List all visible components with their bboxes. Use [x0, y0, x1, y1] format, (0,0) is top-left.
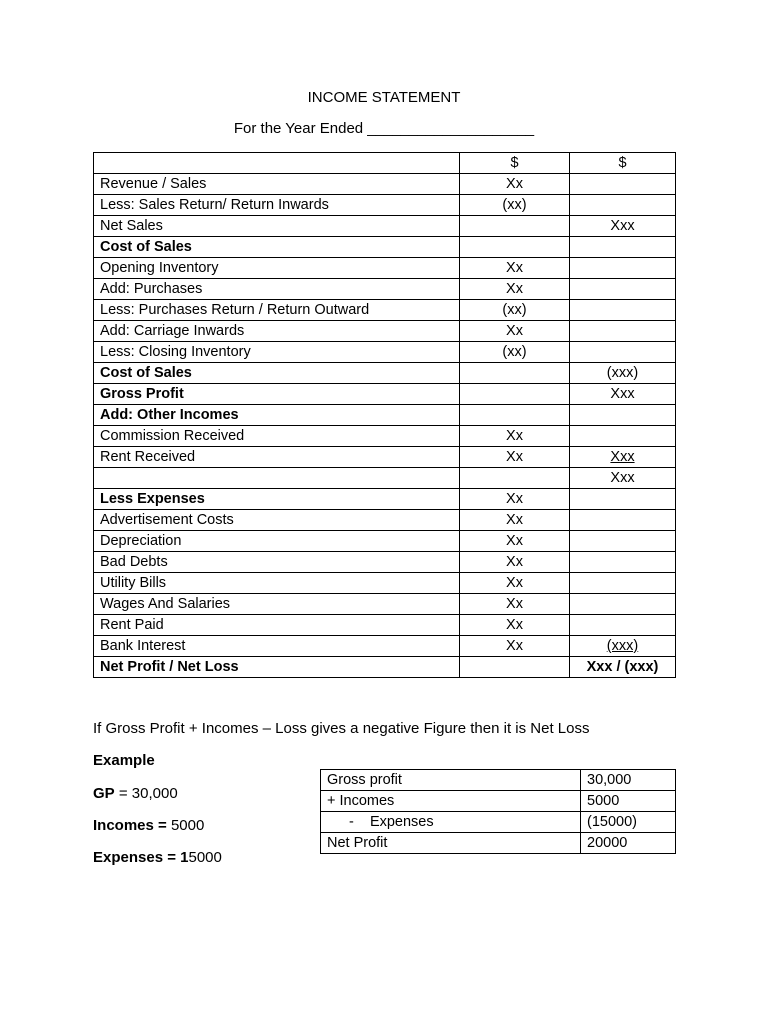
row-value-col1: Xx [460, 426, 570, 447]
example-row-value: (15000) [581, 812, 676, 833]
row-value-col2-text: Xxx [610, 470, 635, 486]
table-row [94, 258, 676, 279]
row-label: Less: Sales Return/ Return Inwards [94, 195, 460, 216]
row-value-col1: Xx [460, 258, 570, 279]
row-value-col2 [570, 174, 676, 195]
example-gp-value: = 30,000 [114, 785, 178, 802]
example-heading: Example [93, 752, 155, 769]
table-row [94, 384, 676, 405]
row-label: Less: Closing Inventory [94, 342, 460, 363]
row-label: Add: Other Incomes [94, 405, 460, 426]
row-value-col2 [570, 300, 676, 321]
example-incomes-value: 5000 [166, 817, 205, 834]
table-row [94, 468, 676, 489]
table-row [94, 237, 676, 258]
row-value-col2 [570, 321, 676, 342]
example-row-value: 20000 [581, 833, 676, 854]
row-value-col1 [460, 384, 570, 405]
row-label: Less Expenses [94, 489, 460, 510]
row-label: Utility Bills [94, 573, 460, 594]
table-row [94, 489, 676, 510]
row-label: Wages And Salaries [94, 594, 460, 615]
row-value-col2 [570, 258, 676, 279]
row-value-col2 [570, 657, 676, 678]
row-value-col2 [570, 552, 676, 573]
example-expenses-line [93, 849, 222, 867]
row-label: Bank Interest [94, 636, 460, 657]
row-value-col2 [570, 384, 676, 405]
row-label: Cost of Sales [94, 237, 460, 258]
row-value-col2-text: Xxx [610, 386, 635, 402]
row-value-col2 [570, 573, 676, 594]
row-value-col1 [460, 405, 570, 426]
example-row-value: 30,000 [581, 770, 676, 791]
example-row-gross-profit [321, 770, 676, 791]
row-value-col1 [460, 237, 570, 258]
document-subtitle: For the Year Ended ____________________ [233, 120, 535, 137]
table-row [94, 447, 676, 468]
row-label: Revenue / Sales [94, 174, 460, 195]
table-row [94, 594, 676, 615]
row-value-col1: Xx [460, 552, 570, 573]
row-value-col2 [570, 342, 676, 363]
row-value-col2-text: (xxx) [606, 638, 639, 654]
table-row [94, 342, 676, 363]
row-value-col2 [570, 216, 676, 237]
example-table [320, 769, 676, 854]
row-label: Rent Received [94, 447, 460, 468]
row-value-col1: Xx [460, 594, 570, 615]
row-value-col2-text: Xxx / (xxx) [586, 659, 659, 675]
table-row [94, 405, 676, 426]
example-row-net-profit [321, 833, 676, 854]
table-row [94, 279, 676, 300]
row-value-col1 [460, 657, 570, 678]
example-row-label: Gross profit [321, 770, 581, 791]
row-value-col1: Xx [460, 636, 570, 657]
row-value-col2 [570, 531, 676, 552]
row-value-col1: Xx [460, 321, 570, 342]
row-value-col1: Xx [460, 489, 570, 510]
table-row [94, 321, 676, 342]
row-value-col1: (xx) [460, 195, 570, 216]
table-row [94, 300, 676, 321]
row-value-col2 [570, 363, 676, 384]
row-value-col1: (xx) [460, 300, 570, 321]
row-value-col2 [570, 426, 676, 447]
row-value-col2 [570, 615, 676, 636]
row-value-col1: Xx [460, 174, 570, 195]
row-value-col2 [570, 279, 676, 300]
row-label: Depreciation [94, 531, 460, 552]
row-value-col1: Xx [460, 447, 570, 468]
row-value-col1: Xx [460, 279, 570, 300]
row-value-col1 [460, 468, 570, 489]
example-row-value: 5000 [581, 791, 676, 812]
table-row [94, 363, 676, 384]
row-label: Net Profit / Net Loss [94, 657, 460, 678]
row-label [94, 468, 460, 489]
row-value-col2-text: Xxx [610, 449, 635, 465]
row-value-col1: Xx [460, 531, 570, 552]
row-label: Add: Purchases [94, 279, 460, 300]
row-label: Commission Received [94, 426, 460, 447]
row-value-col1: (xx) [460, 342, 570, 363]
row-label: Add: Carriage Inwards [94, 321, 460, 342]
table-row [94, 531, 676, 552]
row-label: Net Sales [94, 216, 460, 237]
row-value-col2 [570, 468, 676, 489]
example-row-label: - Expenses [321, 812, 581, 833]
row-value-col2 [570, 489, 676, 510]
table-row [94, 216, 676, 237]
header-cell-col1: $ [460, 153, 570, 174]
row-label: Bad Debts [94, 552, 460, 573]
table-row [94, 657, 676, 678]
document-title: INCOME STATEMENT [307, 89, 461, 106]
row-value-col2-text: Xxx [610, 218, 635, 234]
table-row [94, 510, 676, 531]
table-row [94, 615, 676, 636]
header-cell-col2: $ [570, 153, 676, 174]
table-row [94, 174, 676, 195]
example-row-label: + Incomes [321, 791, 581, 812]
row-value-col1: Xx [460, 510, 570, 531]
table-row [94, 636, 676, 657]
table-row [94, 426, 676, 447]
table-header-row [94, 153, 676, 174]
row-value-col2 [570, 405, 676, 426]
row-value-col2 [570, 510, 676, 531]
row-label: Opening Inventory [94, 258, 460, 279]
table-row [94, 552, 676, 573]
row-value-col2 [570, 237, 676, 258]
example-incomes-label: Incomes = [93, 817, 167, 834]
example-row-label: Net Profit [321, 833, 581, 854]
example-row-expenses [321, 812, 676, 833]
row-value-col1: Xx [460, 615, 570, 636]
row-value-col2 [570, 447, 676, 468]
row-value-col2-text: (xxx) [606, 365, 639, 381]
income-statement-table [93, 152, 676, 678]
row-label: Less: Purchases Return / Return Outward [94, 300, 460, 321]
example-expenses-value: 5000 [188, 849, 222, 866]
net-loss-note: If Gross Profit + Incomes – Loss gives a negative Figure then it is Net Loss [93, 720, 590, 737]
row-value-col2 [570, 594, 676, 615]
row-value-col1: Xx [460, 573, 570, 594]
table-row [94, 573, 676, 594]
row-value-col1 [460, 363, 570, 384]
row-label: Rent Paid [94, 615, 460, 636]
row-label: Advertisement Costs [94, 510, 460, 531]
header-cell-label [94, 153, 460, 174]
row-value-col2 [570, 195, 676, 216]
example-gp-label: GP [93, 785, 115, 802]
example-row-incomes [321, 791, 676, 812]
row-value-col1 [460, 216, 570, 237]
example-expenses-label: Expenses = 1 [93, 849, 189, 866]
table-row [94, 195, 676, 216]
example-gp-line [93, 785, 178, 803]
row-value-col2 [570, 636, 676, 657]
row-label: Gross Profit [94, 384, 460, 405]
example-incomes-line [93, 817, 204, 835]
row-label: Cost of Sales [94, 363, 460, 384]
